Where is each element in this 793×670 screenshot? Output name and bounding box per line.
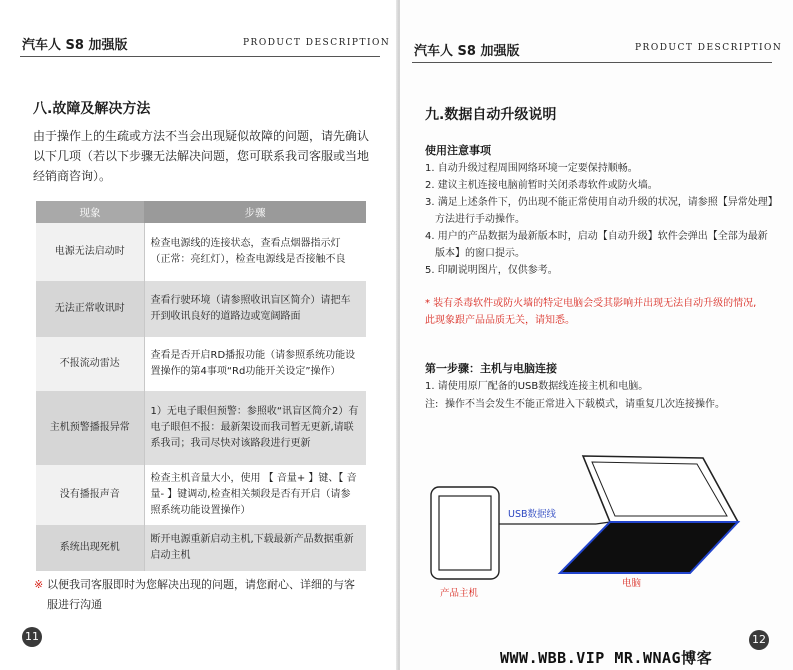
column-header-steps: 步骤 xyxy=(144,201,366,223)
symptom-cell: 系统出现死机 xyxy=(36,525,144,571)
device-label: 产品主机 xyxy=(440,588,479,599)
header-title-right: 汽车人 S8 加强版 xyxy=(414,44,520,59)
usb-cable-label: USB数据线 xyxy=(508,509,557,520)
notes-title: 使用注意事项 xyxy=(425,144,491,157)
connection-diagram xyxy=(400,430,793,600)
column-header-symptom: 现象 xyxy=(36,201,144,223)
step-note-label: 注: xyxy=(425,399,439,410)
list-item: 方法进行手动操作。 xyxy=(435,214,525,225)
page-number-left: 11 xyxy=(22,627,42,647)
table-row xyxy=(36,525,366,571)
computer-label: 电脑 xyxy=(622,578,642,589)
table-row xyxy=(36,391,366,465)
steps-cell: 断开电源重新启动主机,下载最新产品数据重新启动主机 xyxy=(144,525,366,571)
step-note-text: 操作不当会发生不能正常进入下载模式，请重复几次连接操作。 xyxy=(445,399,725,410)
section-title-troubleshooting: 八.故障及解决方法 xyxy=(33,101,151,117)
steps-cell: 查看是否开启RD播报功能（请参照系统功能设置操作的第4事项“Rd功能开关设定”操作） xyxy=(150,350,356,377)
header-rule-left xyxy=(20,56,380,57)
header-subtitle-left: PRODUCT DESCRIPTION xyxy=(243,38,391,48)
symptom-cell: 主机预警播报异常 xyxy=(36,391,144,465)
symptom-cell: 没有播报声音 xyxy=(36,465,144,525)
table-header-row xyxy=(36,201,366,223)
right-page xyxy=(400,0,793,670)
header-subtitle-right: PRODUCT DESCRIPTION xyxy=(635,43,783,53)
section-title-auto-upgrade: 九.数据自动升级说明 xyxy=(425,107,557,123)
page-number-right: 12 xyxy=(749,630,769,650)
table-row xyxy=(36,465,366,525)
symptom-cell: 不报流动雷达 xyxy=(36,337,144,391)
warning-text: * 装有杀毒软件或防火墙的特定电脑会受其影响并出现无法自动升级的情况,此现象跟产品品质无关，请知悉。 xyxy=(425,298,757,326)
list-item: 5. 印刷说明图片，仅供参考。 xyxy=(425,265,558,276)
table-row xyxy=(36,223,366,281)
step-one-text: 1. 请使用原厂配备的USB数据线连接主机和电脑。 xyxy=(425,381,649,392)
laptop-drawing xyxy=(560,456,738,573)
notes-list xyxy=(425,160,780,279)
usb-cable-drawing xyxy=(499,522,610,524)
note-text: 以便我司客服即时为您解决出现的问题，请您耐心、详细的与客服进行沟通 xyxy=(47,578,355,611)
note-mark: ※ xyxy=(34,578,44,591)
step-one-title: 第一步骤：主机与电脑连接 xyxy=(425,362,557,375)
header-rule-right xyxy=(412,62,772,63)
table-row xyxy=(36,337,366,391)
product-device-drawing xyxy=(431,487,499,579)
symptom-cell: 无法正常收讯时 xyxy=(36,281,144,337)
header-title-left: 汽车人 S8 加强版 xyxy=(22,38,128,53)
list-item: 3. 满足上述条件下，仍出现不能正常使用自动升级的状况，请参照【异常处理】 xyxy=(425,197,778,208)
steps-cell: 1）无电子眼但预警：参照收“讯盲区简介2）有电子眼但不报：最新架设而我司暂无更新,请联系我司；我司尽快对该路段进行更新 xyxy=(144,391,366,465)
intro-text: 由于操作上的生疏或方法不当会出现疑似故障的问题，请先确认以下几项（若以下步骤无法解决问题，您可联系我司客服或当地经销商咨询）。 xyxy=(33,129,370,183)
steps-cell: 查看行驶环境（请参照收讯盲区简介）请把车开到收讯良好的道路边或宽阔路面 xyxy=(144,281,366,337)
watermark-text: WWW.WBB.VIP MR.WNAG博客 xyxy=(500,649,713,667)
steps-cell: 检查电源线的连接状态，查看点烟器指示灯（正常：亮红灯），检查电源线是否接触不良 xyxy=(150,238,346,265)
list-item: 1. 自动升级过程周围网络环境一定要保持顺畅。 xyxy=(425,163,638,174)
list-item: 4. 用户的产品数据为最新版本时，启动【自动升级】软件会弹出【全部为最新 xyxy=(425,231,768,242)
symptom-cell: 电源无法启动时 xyxy=(36,223,144,281)
troubleshooting-table xyxy=(36,201,366,571)
table-row xyxy=(36,281,366,337)
steps-cell: 检查主机音量大小，使用 【 音量+ 】键、【 音量- 】键调动,检查相关频段是否有开启（请参照系统功能设置操作） xyxy=(150,473,357,516)
list-item: 版本】的窗口提示。 xyxy=(435,248,525,259)
list-item: 2. 建议主机连接电脑前暂时关闭杀毒软件或防火墙。 xyxy=(425,180,658,191)
